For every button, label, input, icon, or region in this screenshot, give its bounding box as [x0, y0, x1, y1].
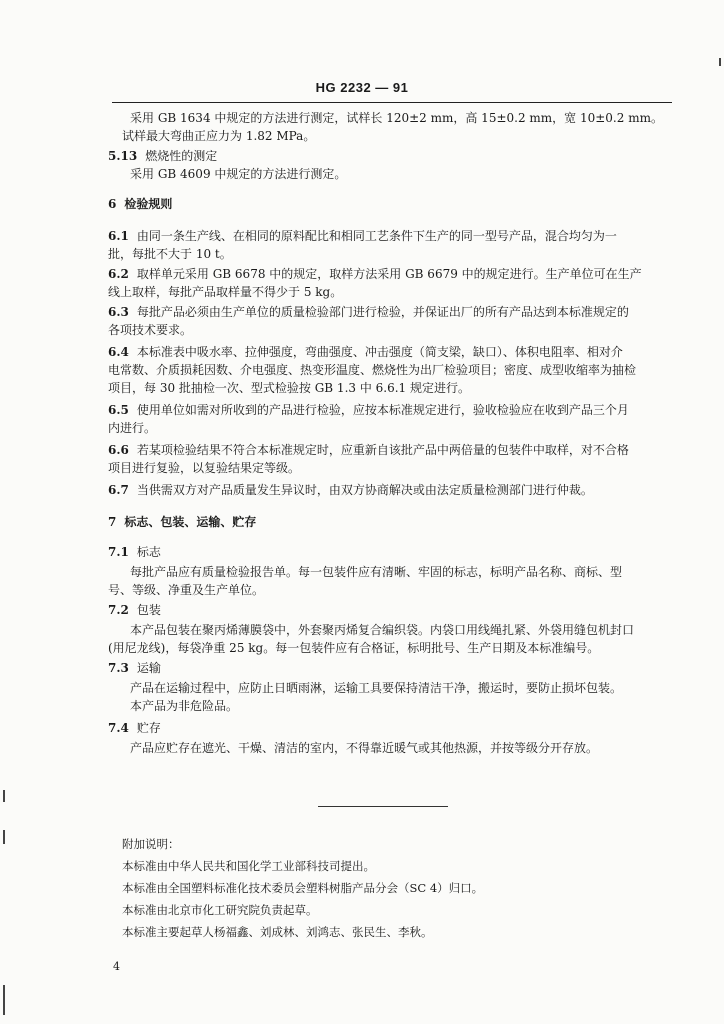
scan-edge-mark [719, 58, 721, 66]
paragraph-line: 内进行。 [108, 421, 157, 435]
clause-number: 6.6 [108, 443, 129, 457]
notes-line: 本标准由全国塑料标准化技术委员会塑料树脂产品分会（SC 4）归口。 [122, 881, 484, 895]
clause-6-2 [108, 264, 680, 284]
paragraph-line: 电常数、介质损耗因数、介电强度、热变形温度、燃烧性为出厂检验项目；密度、成型收缩率为抽检 [108, 363, 637, 377]
clause-7-4 [108, 718, 680, 738]
notes-line: 本标准由北京市化工研究院负责起草。 [122, 903, 318, 917]
clause-number: 7.1 [108, 545, 129, 559]
clause-number: 6.5 [108, 403, 129, 417]
clause-7-1 [108, 542, 680, 562]
paragraph-line: (用尼龙线)，每袋净重 25 kg。每一包装件应有合格证，标明批号、生产日期及本标准编号。 [108, 641, 600, 655]
paragraph-line: 项目进行复验，以复验结果定等级。 [108, 461, 301, 475]
paragraph-line: 线上取样，每批产品取样量不得少于 5 kg。 [108, 285, 343, 299]
clause-text: 使用单位如需对所收到的产品进行检验，应按本标准规定进行，验收检验应在收到产品三个月 [136, 403, 629, 417]
paragraph-line: 每批产品应有质量检验报告单。每一包装件应有清晰、牢固的标志，标明产品名称、商标、型 [130, 565, 623, 579]
clause-number: 6.4 [108, 345, 129, 359]
section-title: 检验规则 [124, 197, 173, 211]
section-divider [318, 806, 448, 807]
clause-number: 6.2 [108, 267, 129, 281]
clause-number: 6.7 [108, 483, 129, 497]
clause-6-6 [108, 440, 680, 460]
clause-6-4 [108, 342, 680, 362]
section-number: 5.13 [108, 149, 138, 163]
clause-title: 标志 [136, 545, 161, 559]
clause-6-1 [108, 226, 680, 246]
paragraph-line: 批，每批不大于 10 t。 [108, 247, 232, 261]
notes-title: 附加说明： [122, 837, 180, 851]
scan-edge-mark [3, 790, 5, 802]
paragraph-line: 本产品为非危险品。 [130, 699, 239, 713]
clause-7-3 [108, 658, 680, 678]
section-number: 6 [108, 197, 117, 211]
paragraph-line: 产品应贮存在遮光、干燥、清洁的室内，不得靠近暖气或其他热源，并按等级分开存放。 [130, 741, 599, 755]
section-heading-5-13 [108, 146, 680, 166]
clause-text: 由同一条生产线、在相同的原料配比和相同工艺条件下生产的同一型号产品，混合均匀为一 [136, 229, 617, 243]
paragraph-line: 采用 GB 4609 中规定的方法进行测定。 [130, 167, 347, 181]
clause-title: 运输 [136, 661, 161, 675]
clause-text: 每批产品必须由生产单位的质量检验部门进行检验，并保证出厂的所有产品达到本标准规定的 [136, 305, 629, 319]
clause-6-7 [108, 480, 680, 500]
clause-6-3 [108, 302, 680, 322]
header-rule [112, 102, 672, 103]
clause-number: 6.3 [108, 305, 129, 319]
paragraph-line: 采用 GB 1634 中规定的方法进行测定，试样长 120±2 mm，高 15±0.2 mm，宽 10±0.2 mm。 [130, 111, 663, 125]
notes-line: 本标准由中华人民共和国化学工业部科技司提出。 [122, 859, 375, 873]
paragraph-line: 试样最大弯曲正应力为 1.82 MPa。 [122, 129, 316, 143]
clause-number: 7.2 [108, 603, 129, 617]
scan-edge-mark [3, 985, 5, 1015]
clause-text: 本标准表中吸水率、拉伸强度，弯曲强度、冲击强度（简支梁，缺口）、体积电阻率、相对介 [136, 345, 623, 359]
clause-6-5 [108, 400, 680, 420]
clause-text: 当供需双方对产品质量发生异议时，由双方协商解决或由法定质量检测部门进行仲裁。 [136, 483, 593, 497]
clause-text: 若某项检验结果不符合本标准规定时，应重新自该批产品中两倍量的包装件中取样，对不合格 [136, 443, 629, 457]
notes-line: 本标准主要起草人杨福鑫、刘成林、刘鸿志、张民生、李秋。 [122, 925, 433, 939]
paragraph-line: 各项技术要求。 [108, 323, 193, 337]
clause-number: 7.3 [108, 661, 129, 675]
clause-title: 包装 [136, 603, 161, 617]
clause-number: 7.4 [108, 721, 129, 735]
clause-title: 贮存 [136, 721, 161, 735]
section-number: 7 [108, 515, 117, 529]
clause-number: 6.1 [108, 229, 129, 243]
section-heading-6 [108, 194, 680, 214]
section-heading-7 [108, 512, 680, 532]
paragraph-line: 项目，每 30 批抽检一次、型式检验按 GB 1.3 中 6.6.1 规定进行。 [108, 381, 470, 395]
paragraph-line: 号、等级、净重及生产单位。 [108, 583, 265, 597]
scan-edge-mark [3, 830, 5, 844]
paragraph-line: 产品在运输过程中，应防止日晒雨淋，运输工具要保持清洁干净，搬运时，要防止损坏包装。 [130, 681, 623, 695]
page-number: 4 [113, 960, 120, 973]
standard-number-header: HG 2232 — 91 [315, 80, 409, 95]
section-title: 燃烧性的测定 [145, 149, 218, 163]
paragraph-line: 本产品包装在聚丙烯薄膜袋中，外套聚丙烯复合编织袋。内袋口用线绳扎紧、外袋用缝包机封口 [130, 623, 635, 637]
clause-7-2 [108, 600, 680, 620]
section-title: 标志、包装、运输、贮存 [124, 515, 257, 529]
clause-text: 取样单元采用 GB 6678 中的规定，取样方法采用 GB 6679 中的规定进行。生产单位可在生产 [136, 267, 642, 281]
